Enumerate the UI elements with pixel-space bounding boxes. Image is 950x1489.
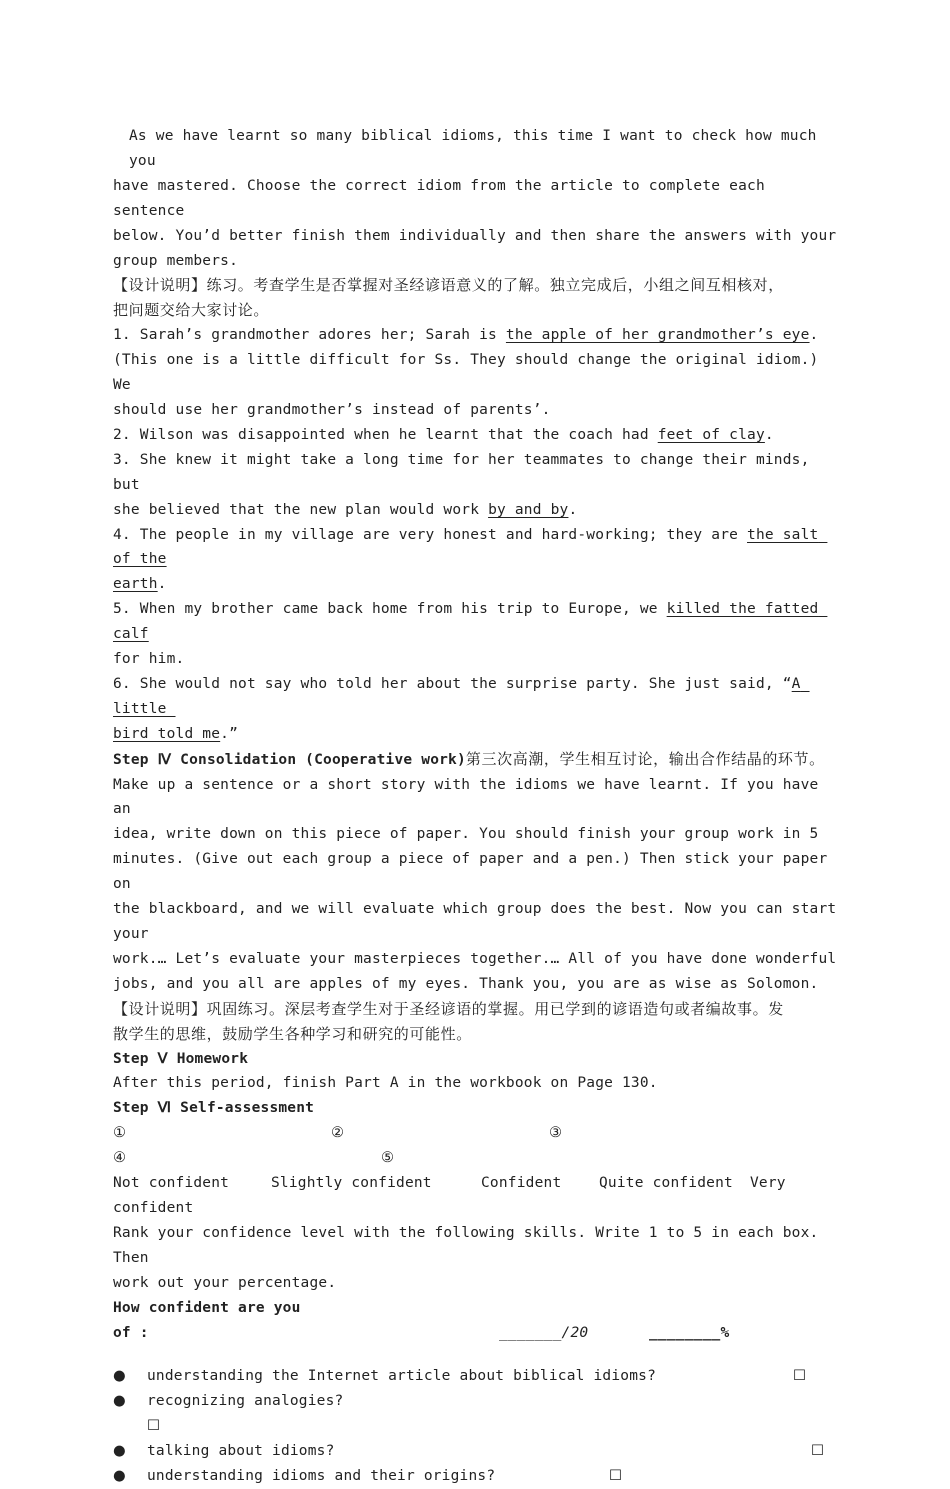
- checkbox-icon[interactable]: ☐: [811, 1443, 825, 1460]
- checkbox-icon[interactable]: ☐: [609, 1468, 623, 1485]
- intro-line: As we have learnt so many biblical idioms, this time I want to check how much you: [129, 128, 826, 169]
- level-label: Confident: [481, 1175, 562, 1192]
- skill-item: [113, 1389, 837, 1414]
- how-confident-heading: of :: [113, 1324, 149, 1341]
- question-5: 5. When my brother came back home from his trip to Europe, we killed the fatted calf: [113, 601, 828, 643]
- level-number: ④: [113, 1150, 127, 1167]
- answer-6: bird told me: [113, 725, 221, 742]
- question-1: 1. Sarah’s grandmother adores her; Sarah is the apple of her grandmother’s eye.: [113, 327, 819, 344]
- question-4: 4. The people in my village are very honest and hard-working; they are the salt of the: [113, 526, 828, 568]
- skill-item: [113, 1364, 837, 1389]
- percentage-blank[interactable]: ________%: [649, 1324, 730, 1341]
- level-number: ③: [549, 1125, 563, 1142]
- step-6-heading: Step Ⅵ Self-assessment: [113, 1100, 315, 1117]
- step-4-text: work.… Let’s evaluate your masterpieces together.… All of you have done wonderful: [113, 950, 837, 967]
- design-note: 把问题交给大家讨论。: [113, 301, 270, 320]
- checkbox-icon[interactable]: ☐: [147, 1418, 161, 1435]
- question-6: 6. She would not say who told her about the surprise party. She just said, “A little: [113, 675, 810, 717]
- answer-4: earth: [113, 576, 158, 593]
- level-label: confident: [113, 1199, 194, 1216]
- level-label: Not confident: [113, 1175, 230, 1192]
- intro-line: group members.: [113, 252, 239, 269]
- step-5-text: After this period, finish Part A in the workbook on Page 130.: [113, 1075, 658, 1092]
- bullet-icon: ●: [113, 1443, 126, 1460]
- level-numbers: [113, 1146, 837, 1171]
- step-4-text: idea, write down on this piece of paper. You should finish your group work in 5: [113, 826, 819, 843]
- skill-item: [113, 1414, 837, 1439]
- question-4: earth.: [113, 576, 167, 593]
- step-4-text: jobs, and you all are apples of my eyes. Thank you, you are as wise as Solomon.: [113, 975, 819, 992]
- intro-line: below. You’d better finish them individually and then share the answers with your: [113, 227, 837, 244]
- rank-instruction: Rank your confidence level with the following skills. Write 1 to 5 in each box. Then: [113, 1224, 828, 1266]
- intro-line: have mastered. Choose the correct idiom from the article to complete each sentence: [113, 177, 774, 219]
- rank-instruction: work out your percentage.: [113, 1274, 337, 1291]
- level-label: Quite confident: [599, 1175, 733, 1192]
- bullet-icon: ●: [113, 1468, 126, 1485]
- skill-text: talking about idioms?: [147, 1443, 335, 1460]
- step-4-text: the blackboard, and we will evaluate which group does the best. Now you can start your: [113, 901, 846, 942]
- step-4-text: Make up a sentence or a short story with the idioms we have learnt. If you have an: [113, 776, 828, 818]
- question-1-note: should use her grandmother’s instead of parents’.: [113, 401, 551, 418]
- step-4-heading: Step Ⅳ Consolidation (Cooperative work)第三次高潮，学生相互讨论，输出合作结晶的环节。: [113, 749, 825, 768]
- skill-text: understanding idioms and their origins?: [147, 1468, 496, 1485]
- skill-item: [113, 1439, 837, 1464]
- step-4-text: minutes. (Give out each group a piece of paper and a pen.) Then stick your paper on: [113, 851, 837, 893]
- answer-1: the apple of her grandmother’s eye: [505, 327, 810, 344]
- design-note: 【设计说明】练习。考查学生是否掌握对圣经谚语意义的了解。独立完成后，小组之间互相核对，: [113, 276, 784, 295]
- document-page: [113, 124, 846, 1489]
- bullet-icon: ●: [113, 1393, 126, 1410]
- answer-5: killed the fatted calf: [113, 601, 828, 643]
- question-3: she believed that the new plan would work by and by.: [113, 501, 578, 518]
- skill-text: recognizing analogies?: [147, 1393, 344, 1410]
- question-3: 3. She knew it might take a long time for her teammates to change their minds, but: [113, 451, 819, 493]
- score-blank[interactable]: _______/20: [499, 1324, 589, 1341]
- level-number: ⑤: [381, 1150, 395, 1167]
- question-6: bird told me.”: [113, 725, 239, 742]
- score-row: [113, 1321, 837, 1346]
- answer-2: feet of clay: [657, 426, 765, 443]
- level-label: Slightly confident: [271, 1175, 432, 1192]
- level-numbers: [113, 1121, 837, 1146]
- answer-4: the salt of the: [113, 526, 828, 568]
- question-5: for him.: [113, 651, 185, 668]
- checkbox-icon[interactable]: ☐: [793, 1368, 807, 1385]
- bullet-icon: ●: [113, 1368, 126, 1385]
- step-5-heading: Step Ⅴ Homework: [113, 1050, 249, 1067]
- how-confident-heading: How confident are you: [113, 1299, 301, 1316]
- skill-text: understanding the Internet article about biblical idioms?: [147, 1368, 656, 1385]
- question-1-note: (This one is a little difficult for Ss. They should change the original idiom.) We: [113, 352, 828, 394]
- answer-3: by and by: [488, 501, 569, 518]
- level-number: ②: [331, 1125, 345, 1142]
- level-number: ①: [113, 1125, 127, 1142]
- level-label: Very: [750, 1175, 786, 1192]
- design-note: 散学生的思维，鼓励学生各种学习和研究的可能性。: [113, 1024, 472, 1043]
- answer-6: A little: [113, 675, 810, 717]
- design-note: 【设计说明】巩固练习。深层考查学生对于圣经谚语的掌握。用已学到的谚语造句或者编故事。发: [113, 999, 784, 1018]
- skill-item: [113, 1464, 837, 1489]
- question-2: 2. Wilson was disappointed when he learnt that the coach had feet of clay.: [113, 426, 774, 443]
- level-labels: [113, 1171, 837, 1196]
